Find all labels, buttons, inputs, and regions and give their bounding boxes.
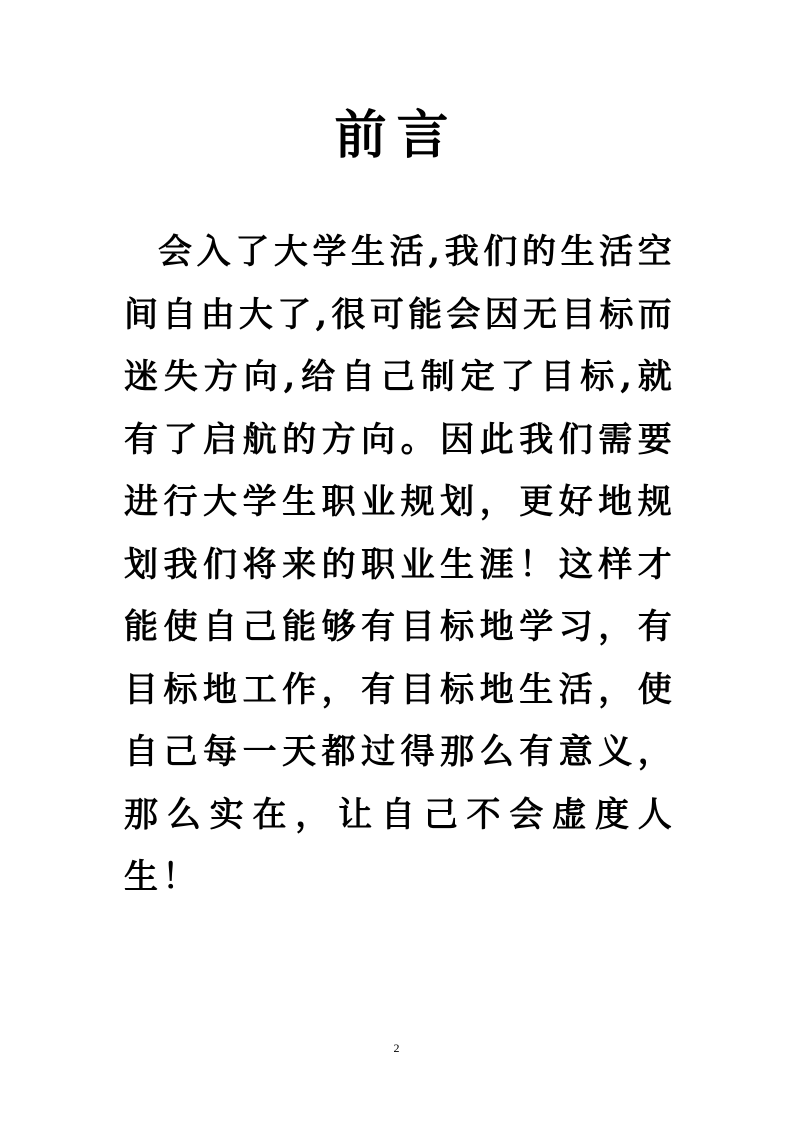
page-number: 2 — [393, 1041, 400, 1055]
body-paragraph: 会入了大学生活,我们的生活空间自由大了,很可能会因无目标而迷失方向,给自己制定了目标,就有了启航的方向。因此我们需要进行大学生职业规划，更好地规划我们将来的职业生涯！这样才能使自己能够有目标地学习，有目标地工作，有目标地生活，使自己每一天都过得那么有意义，那么实在，让自己不会虚度人生！ — [124, 232, 676, 897]
page-title: 前言 — [334, 105, 459, 166]
